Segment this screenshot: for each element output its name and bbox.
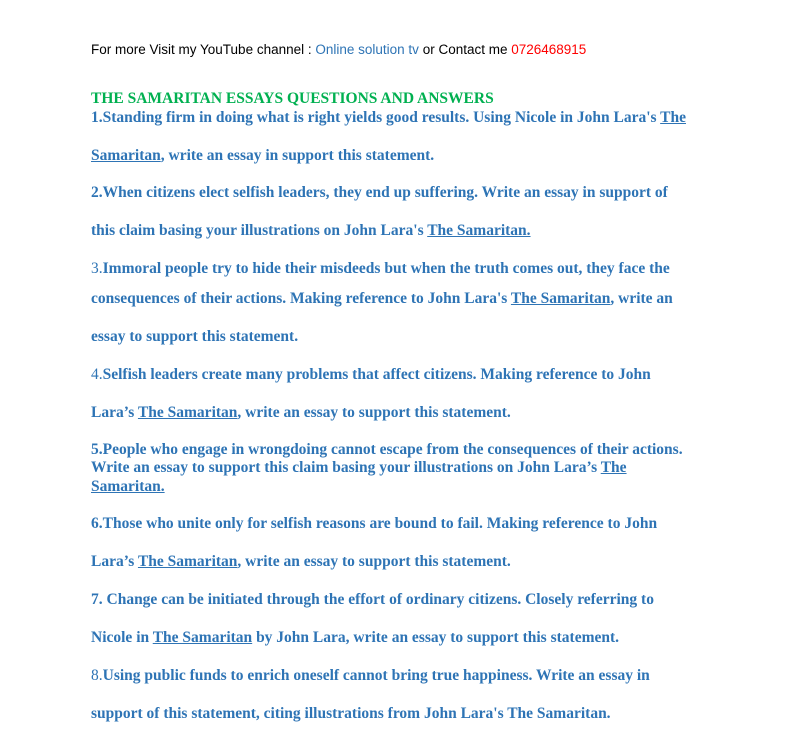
question-8-line-1 <box>91 667 650 685</box>
question-3-text: consequences of their actions. Making reference to John Lara's <box>91 290 511 307</box>
book-title-underline: The Samaritan. <box>427 222 531 239</box>
book-title-underline: The Samaritan <box>152 629 253 646</box>
question-1-line-1 <box>91 109 686 127</box>
question-1-line-2 <box>91 147 434 165</box>
page-title: THE SAMARITAN ESSAYS QUESTIONS AND ANSWERS <box>91 90 494 107</box>
question-4-number: 4. <box>91 366 103 383</box>
question-3-line-3: essay to support this statement. <box>91 328 299 345</box>
header-prefix: For more Visit my YouTube channel : <box>91 42 316 57</box>
book-title-underline: Samaritan. <box>91 478 165 495</box>
question-8-line-2: support of this statement, citing illustrations from John Lara's The Samaritan. <box>91 705 611 722</box>
question-1-text: , write an essay in support this statement. <box>160 147 435 164</box>
question-3-text: Immoral people try to hide their misdeeds but when the truth comes out, they face the <box>102 260 670 277</box>
book-title-underline: The Samaritan <box>137 553 238 570</box>
book-title-underline: The Samaritan <box>510 290 611 307</box>
question-3-text: , write an <box>610 290 673 307</box>
question-7-text: Nicole in <box>91 629 153 646</box>
question-7-line-1: 7. Change can be initiated through the effort of ordinary citizens. Closely referring to <box>91 591 654 608</box>
youtube-channel-link[interactable]: Online solution tv <box>315 42 419 57</box>
book-title-underline: The Samaritan <box>137 404 238 421</box>
question-3-line-2 <box>91 290 673 308</box>
book-title-underline: The <box>600 459 627 476</box>
question-1-text: 1.Standing firm in doing what is right yields good results. Using Nicole in John Lara's <box>91 109 661 126</box>
question-4-text: Selfish leaders create many problems that affect citizens. Making reference to John <box>102 366 651 383</box>
question-7-line-2 <box>91 629 619 647</box>
header-middle: or Contact me <box>418 42 512 57</box>
question-5-line-1: 5.People who engage in wrongdoing cannot escape from the consequences of their actions. <box>91 441 683 458</box>
question-6-line-2 <box>91 553 511 571</box>
question-2-line-2 <box>91 222 531 240</box>
question-2-line-1: 2.When citizens elect selfish leaders, they end up suffering. Write an essay in support of <box>91 184 668 201</box>
question-2-text: this claim basing your illustrations on John Lara's <box>91 222 428 239</box>
question-3-line-1 <box>91 260 670 278</box>
question-8-number: 8. <box>91 667 103 684</box>
question-5-text: Write an essay to support this claim basing your illustrations on John Lara’s <box>91 459 601 476</box>
book-title-underline: Samaritan <box>91 147 161 164</box>
question-6-text: Lara’s <box>91 553 138 570</box>
question-6-line-1: 6.Those who unite only for selfish reasons are bound to fail. Making reference to John <box>91 515 658 532</box>
book-title-underline: The <box>660 109 686 126</box>
header-line <box>91 42 586 57</box>
question-6-text: , write an essay to support this statement. <box>237 553 511 570</box>
question-3-number: 3. <box>91 260 103 277</box>
question-5-line-2 <box>91 459 627 477</box>
question-4-text: Lara’s <box>91 404 138 421</box>
question-4-text: , write an essay to support this statement. <box>237 404 511 421</box>
question-4-line-1 <box>91 366 651 384</box>
question-5-line-3 <box>91 478 165 496</box>
phone-number: 0726468915 <box>511 42 587 57</box>
question-7-text: by John Lara, write an essay to support this statement. <box>252 629 620 646</box>
question-4-line-2 <box>91 404 511 422</box>
question-8-text: Using public funds to enrich oneself cannot bring true happiness. Write an essay in <box>102 667 650 684</box>
